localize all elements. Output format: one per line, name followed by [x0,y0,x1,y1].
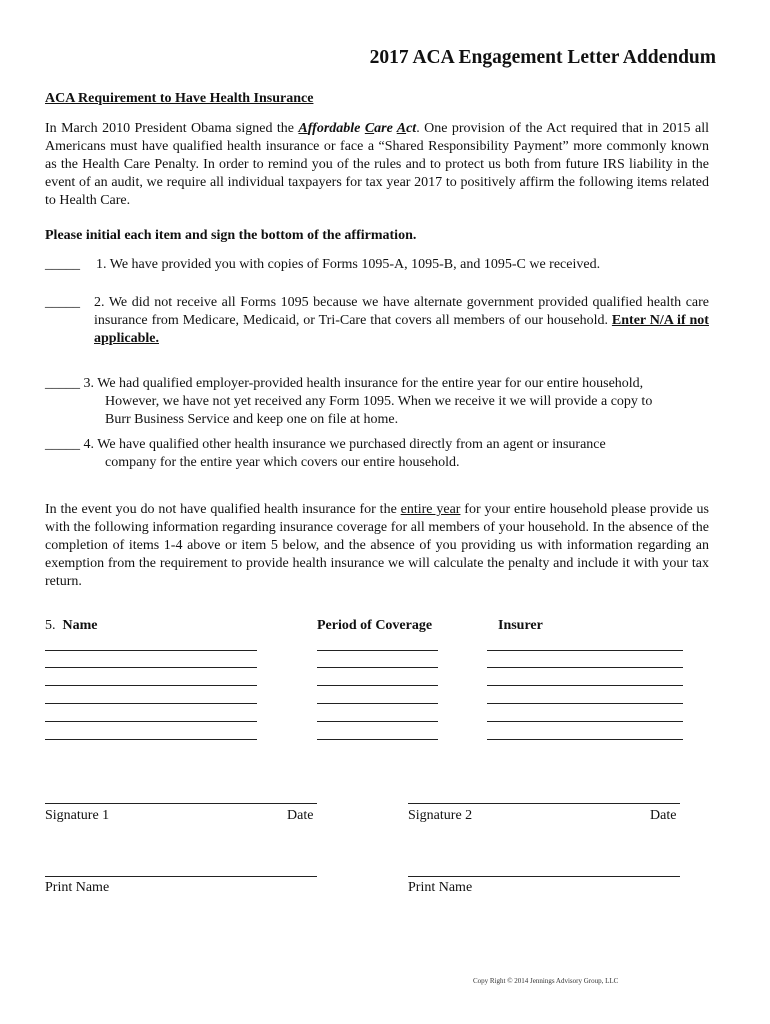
item-2-na-note: Enter N/A if not applicable. [94,313,709,346]
signature-2-line[interactable] [408,803,680,804]
insurer-entry-line[interactable] [487,667,683,668]
initial-blank-4[interactable]: _____ [45,437,80,452]
item-4-line-2: company for the entire year which covers our entire household. [105,455,460,470]
name-entry-line[interactable] [45,667,257,668]
insurer-entry-line[interactable] [487,703,683,704]
name-entry-line[interactable] [45,721,257,722]
signature-1-label: Signature 1 [45,808,110,823]
intro-paragraph [45,120,709,210]
act-second-letter: C [364,121,375,136]
item-3-line-2: However, we have not yet received any Form 1095. When we receive it we will provide a copy to [105,394,653,409]
period-entry-line[interactable] [317,685,438,686]
initial-blank-3[interactable]: _____ [45,376,80,391]
item-3 [45,375,709,429]
insurer-column-header: Insurer [498,618,543,633]
intro-text-after: . One provision of the Act required that in 2015 all Americans must have qualified health insurance or face a “Shared Responsibility Payment” more commonly known as the Health Care Penalty. In order to remind you of the rules and to protect us both from future IRS liability in the event of an audit, we require all individual taxpayers for tax year 2017 to positively affirm the following items related to Health Care. [45,121,709,208]
initial-blank-1[interactable]: _____ [45,257,80,272]
name-entry-line[interactable] [45,685,257,686]
coverage-table-name-header [45,618,98,634]
print-name-2-label: Print Name [408,880,473,895]
initial-blank-2[interactable]: _____ [45,295,80,310]
signature-2-label: Signature 2 [408,808,473,823]
intro-text-before: In March 2010 President Obama signed the [45,121,299,136]
item-2-text: 2. We did not receive all Forms 1095 because we have alternate government provided qualified health care insurance from Medicare, Medicaid, or Tri-Care that covers all members of our household. [94,295,709,328]
closing-paragraph [45,501,709,591]
name-entry-line[interactable] [45,650,257,651]
period-entry-line[interactable] [317,721,438,722]
closing-text-before: In the event you do not have qualified health insurance for the [45,502,401,517]
period-entry-line[interactable] [317,667,438,668]
copyright-notice: Copy Right © 2014 Jennings Advisory Group, LLC [473,977,619,985]
act-word-3: ct [406,121,417,136]
insurer-entry-line[interactable] [487,685,683,686]
act-word-1: ffordable [307,121,365,136]
date-1-label: Date [287,808,314,823]
insurer-entry-line[interactable] [487,650,683,651]
closing-text-after: for your entire household please provide us with the following information regarding insurance coverage for all members of your household. In the absence of the completion of items 1-4 above or item 5 below, and the absence of you providing us with information regarding an exemption from the requirement to provide health insurance we will calculate the penalty and include it with your tax return. [45,502,709,589]
insurer-entry-line[interactable] [487,721,683,722]
print-name-1-line[interactable] [45,876,317,877]
name-entry-line[interactable] [45,703,257,704]
item-1 [45,256,601,274]
period-entry-line[interactable] [317,650,438,651]
print-name-1-label: Print Name [45,880,110,895]
period-entry-line[interactable] [317,739,438,740]
item-1-text: 1. We have provided you with copies of Forms 1095-A, 1095-B, and 1095-C we received. [96,257,601,272]
item-4 [45,436,709,472]
document-title: 2017 ACA Engagement Letter Addendum [369,47,716,68]
period-entry-line[interactable] [317,703,438,704]
item-2 [45,294,709,348]
signature-1-line[interactable] [45,803,317,804]
act-third-letter: A [396,121,407,136]
date-2-label: Date [650,808,677,823]
item-4-line-1: 4. We have qualified other health insurance we purchased directly from an agent or insurance [83,437,606,452]
initial-instruction: Please initial each item and sign the bottom of the affirmation. [45,228,417,243]
insurer-entry-line[interactable] [487,739,683,740]
period-column-header: Period of Coverage [317,618,433,633]
name-entry-line[interactable] [45,739,257,740]
print-name-2-line[interactable] [408,876,680,877]
act-first-letter: A [298,121,308,136]
closing-entire-year: entire year [400,502,461,517]
item-5-number: 5. [45,618,56,633]
name-column-header: Name [62,618,98,633]
section-heading: ACA Requirement to Have Health Insurance [45,91,314,106]
act-word-2: are [374,121,397,136]
item-3-line-1: 3. We had qualified employer-provided health insurance for the entire year for our entire household, [83,376,644,391]
item-3-line-3: Burr Business Service and keep one on file at home. [105,412,399,427]
